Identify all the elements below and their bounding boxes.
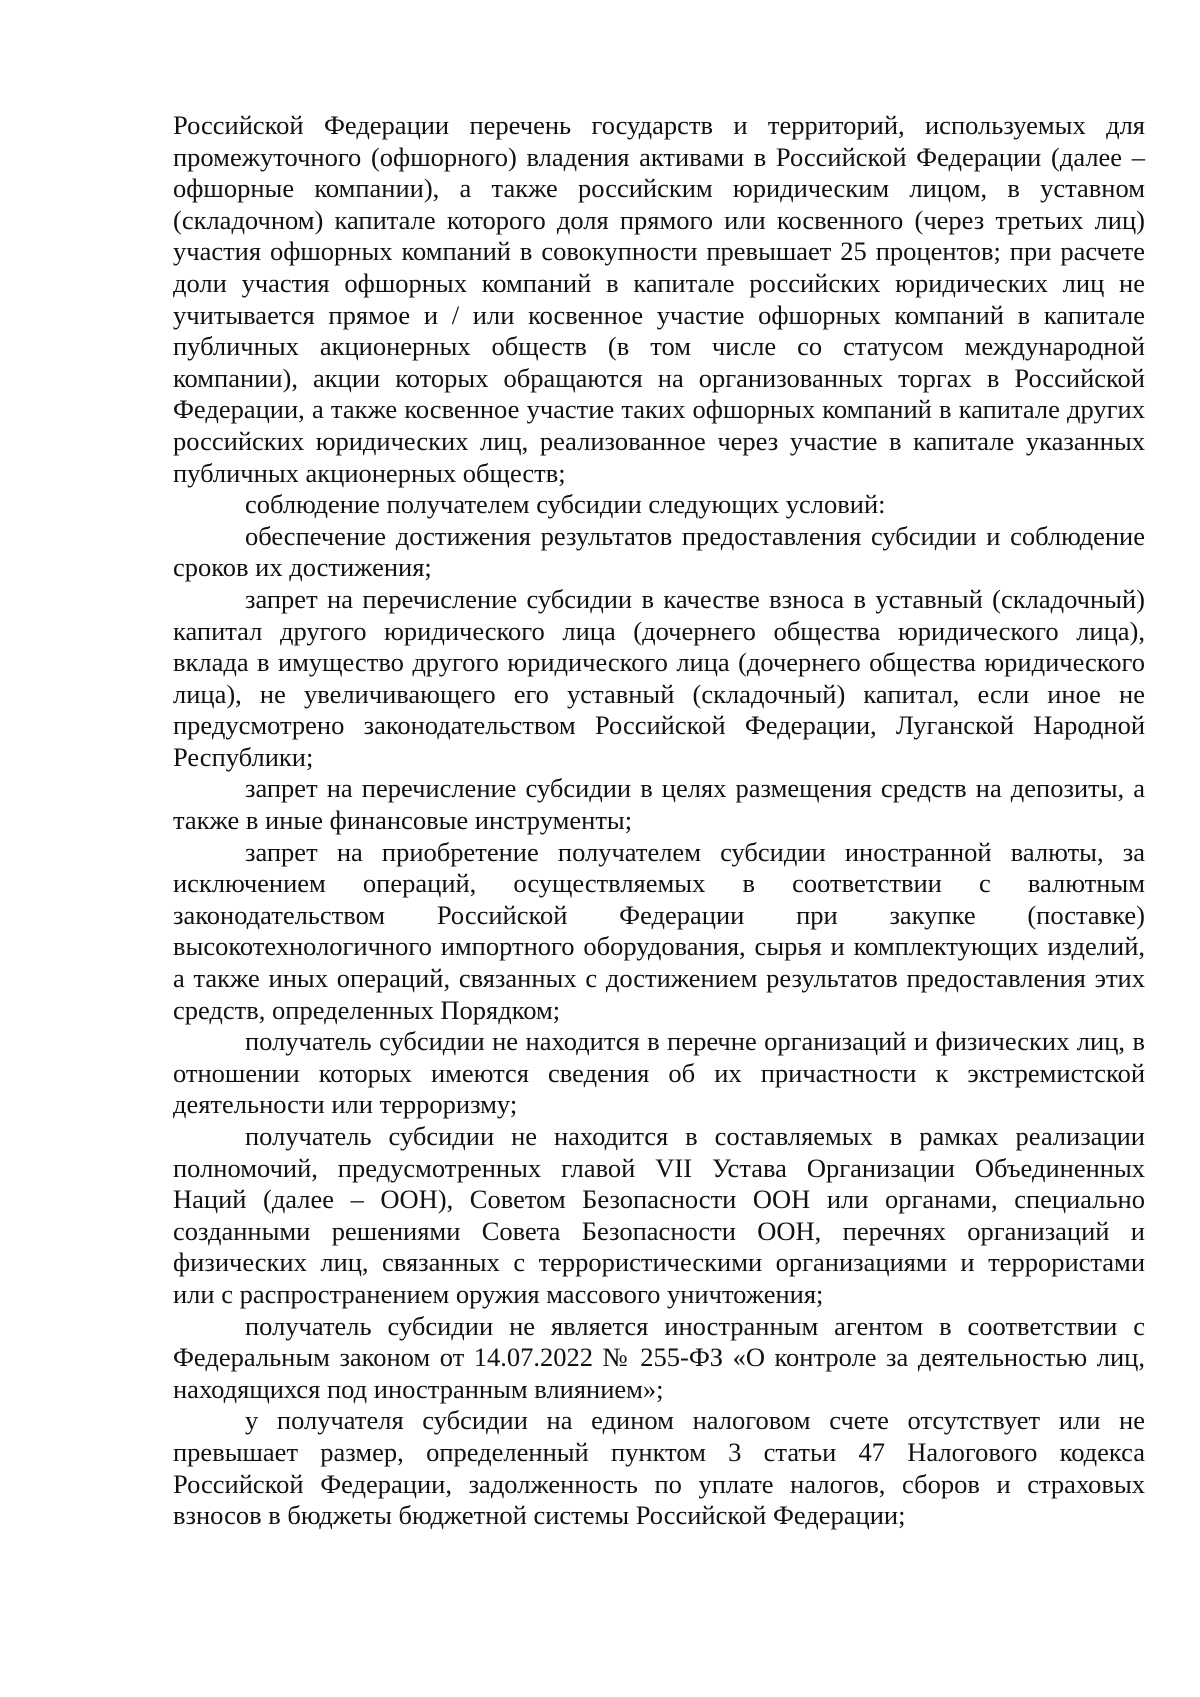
paragraph-extremism-list: получатель субсидии не находится в перечне организаций и физических лиц, в отношении которых имеются сведения об их причастности к экстремистской деятельности или терроризму; xyxy=(173,1026,1145,1120)
paragraph-offshore-companies: Российской Федерации перечень государств и территорий, используемых для промежуточного (офшорного) владения активами в Российской Федерации (далее – офшорные компании), а также российским юридическим лицом, в уставном (складочном) капитале которого доля прямого или косвенного (через третьих лиц) участия офшорных компаний в совокупности превышает 25 процентов; при расчете доли участия офшорных компаний в капитале российских юридических лиц не учитывается прямое и / или косвенное участие офшорных компаний в капитале публичных акционерных обществ (в том числе со статусом международной компании), акции которых обращаются на организованных торгах в Российской Федерации, а также косвенное участие таких офшорных компаний в капитале других российских юридических лиц, реализованное через участие в капитале указанных публичных акционерных обществ; xyxy=(173,110,1145,488)
paragraph-tax-debt: у получателя субсидии на едином налоговом счете отсутствует или не превышает размер, определенный пунктом 3 статьи 47 Налогового кодекса Российской Федерации, задолженность по уплате налогов, сборов и страховых взносов в бюджеты бюджетной системы Российской Федерации; xyxy=(173,1405,1145,1531)
paragraph-conditions-intro: соблюдение получателем субсидии следующих условий: xyxy=(245,489,886,520)
paragraph-capital-transfer-ban: запрет на перечисление субсидии в качестве взноса в уставный (складочный) капитал другого юридического лица (дочернего общества юридического лица), вклада в имущество другого юридического лица (дочернего общества юридического лица), не увеличивающего его уставный (складочный) капитал, если иное не предусмотрено законодательством Российской Федерации, Луганской Народной Республики; xyxy=(173,583,1145,772)
paragraph-currency-ban: запрет на приобретение получателем субсидии иностранной валюты, за исключением операций, осуществляемых в соответствии с валютным законодательством Российской Федерации при закупке (поставке) высокотехнологичного импортного оборудования, сырья и комплектующих изделий, а также иных операций, связанных с достижением результатов предоставления этих средств, определенных Порядком; xyxy=(173,836,1145,1025)
paragraph-results-achievement: обеспечение достижения результатов предоставления субсидии и соблюдение сроков их достижения; xyxy=(173,520,1145,583)
document-page xyxy=(173,110,1145,1532)
paragraph-deposit-ban: запрет на перечисление субсидии в целях размещения средств на депозиты, а также в иные финансовые инструменты; xyxy=(173,773,1145,836)
paragraph-un-sanctions-list: получатель субсидии не находится в составляемых в рамках реализации полномочий, предусмотренных главой VII Устава Организации Объединенных Наций (далее – ООН), Советом Безопасности ООН или органами, специально созданными решениями Совета Безопасности ООН, перечнях организаций и физических лиц, связанных с террористическими организациями и террористами или с распространением оружия массового уничтожения; xyxy=(173,1121,1145,1309)
paragraph-foreign-agent: получатель субсидии не является иностранным агентом в соответствии с Федеральным законом от 14.07.2022 № 255-ФЗ «О контроле за деятельностью лиц, находящихся под иностранным влиянием»; xyxy=(173,1310,1145,1404)
